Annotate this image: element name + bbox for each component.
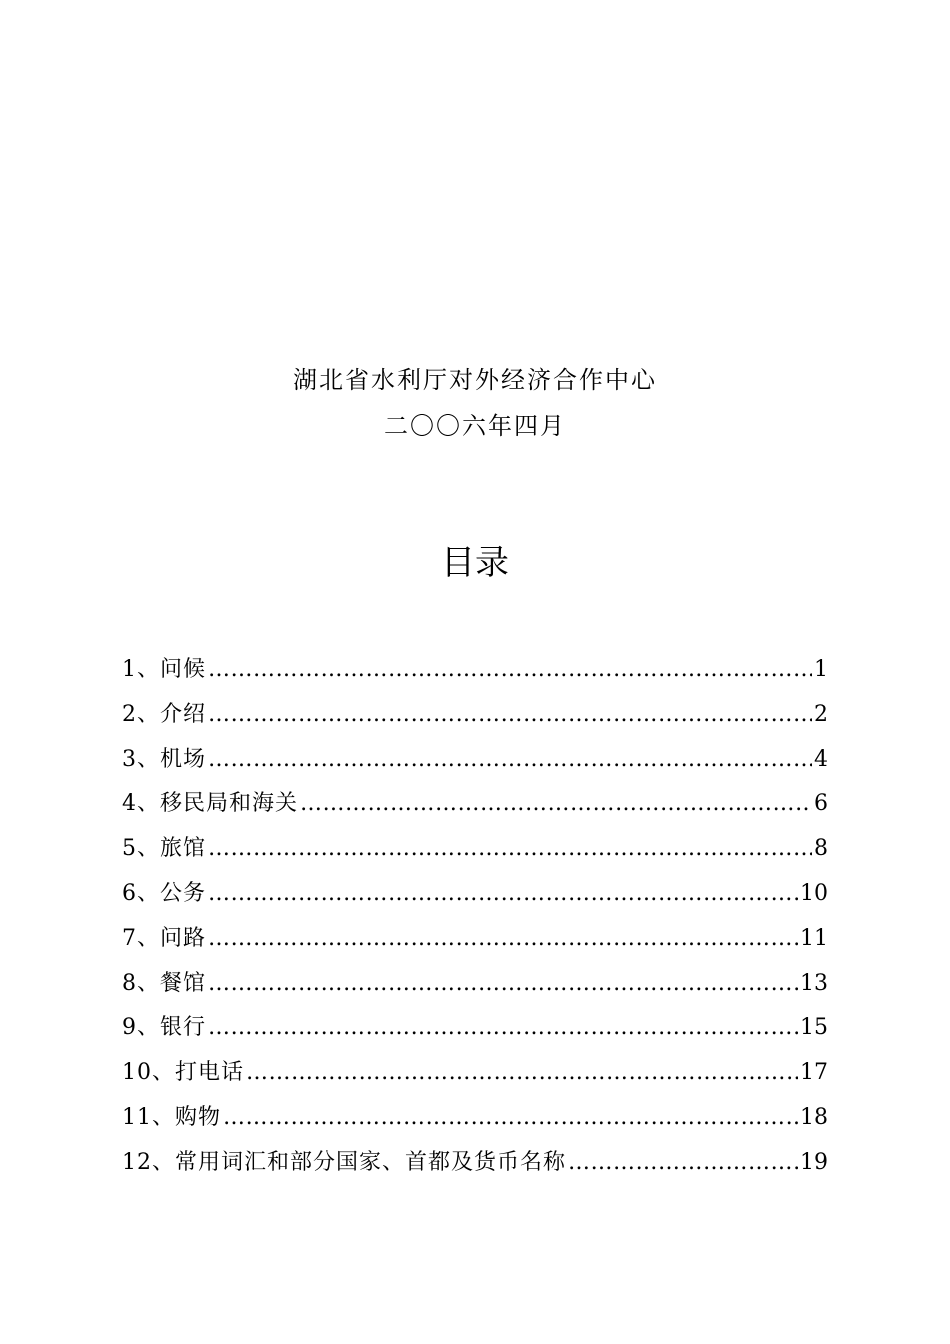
toc-entry (122, 652, 828, 697)
toc-entry-label: 11、购物 (122, 1104, 221, 1130)
toc-heading: 目录 (441, 543, 509, 583)
toc-entry-label: 10、打电话 (122, 1060, 244, 1086)
toc-entry-page: 15 (800, 1015, 828, 1041)
toc-entry-label: 6、公务 (122, 880, 206, 906)
toc-leader-dots (568, 1145, 798, 1181)
toc-leader-dots (208, 742, 812, 778)
toc-entry-label: 2、介绍 (122, 701, 206, 727)
toc-entry (122, 876, 828, 921)
toc-leader-dots (208, 652, 812, 688)
toc-entry (122, 921, 828, 966)
toc-leader-dots (223, 1100, 798, 1136)
toc-leader-dots (208, 966, 798, 1002)
document-date: 二〇〇六年四月 (384, 412, 566, 440)
toc-entry (122, 786, 828, 831)
toc-entry-page: 19 (800, 1149, 828, 1175)
toc-entry (122, 831, 828, 876)
toc-entry-page: 4 (814, 746, 828, 772)
toc-entry (122, 697, 828, 742)
toc-entry-label: 9、银行 (122, 1015, 206, 1041)
table-of-contents (122, 652, 828, 1190)
toc-entry (122, 966, 828, 1011)
toc-leader-dots (208, 1010, 798, 1046)
toc-entry-label: 3、机场 (122, 746, 206, 772)
toc-leader-dots (208, 697, 812, 733)
toc-entry (122, 1010, 828, 1055)
toc-entry (122, 742, 828, 787)
toc-entry-page: 17 (800, 1060, 828, 1086)
toc-entry-page: 11 (800, 925, 828, 951)
toc-entry-label: 12、常用词汇和部分国家、首都及货币名称 (122, 1149, 566, 1175)
toc-leader-dots (208, 921, 798, 957)
toc-entry-page: 8 (814, 836, 828, 862)
toc-leader-dots (246, 1055, 798, 1091)
toc-entry-page: 13 (800, 970, 828, 996)
toc-entry-page: 2 (814, 701, 828, 727)
toc-leader-dots (208, 876, 798, 912)
toc-entry-label: 1、问候 (122, 657, 206, 682)
toc-entry-label: 8、餐馆 (122, 970, 206, 996)
toc-entry-label: 7、问路 (122, 925, 206, 951)
toc-entry-page: 6 (814, 791, 828, 817)
toc-entry-label: 5、旅馆 (122, 836, 206, 862)
organization-name: 湖北省水利厅对外经济合作中心 (293, 366, 657, 394)
toc-entry (122, 1055, 828, 1100)
toc-entry-page: 18 (800, 1104, 828, 1130)
toc-leader-dots (300, 786, 812, 822)
toc-leader-dots (208, 831, 812, 867)
toc-entry-label: 4、移民局和海关 (122, 791, 298, 817)
toc-entry (122, 1100, 828, 1145)
toc-entry-page: 1 (814, 657, 828, 682)
toc-entry (122, 1145, 828, 1190)
toc-entry-page: 10 (800, 880, 828, 906)
